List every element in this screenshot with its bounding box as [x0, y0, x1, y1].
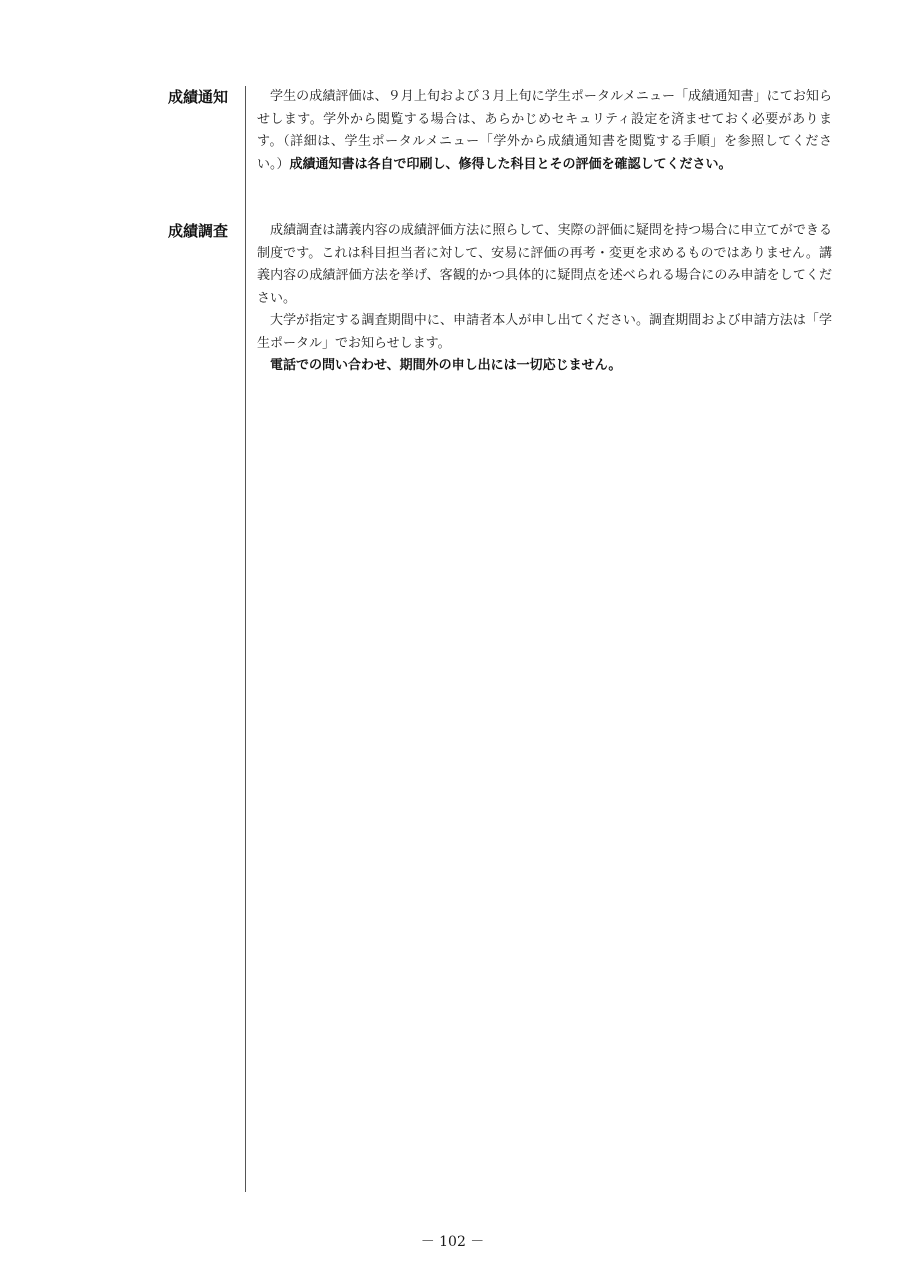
section-body [257, 220, 832, 378]
margin-rule [245, 86, 246, 1192]
paragraph-text: 学生の成績評価は、９月上旬および３月上旬に学生ポータルメニュー「成績通知書」にてお知らせします。学外から閲覧する場合は、あらかじめセキュリティ設定を済ませておく必要があります。（詳細は、学生ポータルメニュー「学外から成績通知書を閲覧する手順」を参照してください。） [257, 89, 832, 172]
paragraph [257, 86, 832, 176]
paragraph: 成績調査は講義内容の成績評価方法に照らして、実際の評価に疑問を持つ場合に申立てができる制度です。これは科目担当者に対して、安易に評価の再考・変更を求めるものではありません。講義内容の成績評価方法を挙げ、客観的かつ具体的に疑問点を述べられる場合にのみ申請をしてください。 [257, 223, 832, 306]
emphasis-text: 成績通知書は各自で印刷し、修得した科目とその評価を確認してください。 [289, 156, 732, 172]
paragraph: 大学が指定する調査期間中に、申請者本人が申し出てください。調査期間および申請方法は「学生ポータル」でお知らせします。 [257, 313, 832, 351]
section-body [257, 86, 832, 176]
emphasis-text: 電話での問い合わせ、期間外の申し出には一切応じません。 [270, 358, 622, 373]
section-heading: 成績調査 [168, 222, 229, 240]
page-number: － 102 － [420, 1234, 485, 1250]
paragraph [257, 355, 832, 378]
section-heading: 成績通知 [168, 88, 229, 106]
